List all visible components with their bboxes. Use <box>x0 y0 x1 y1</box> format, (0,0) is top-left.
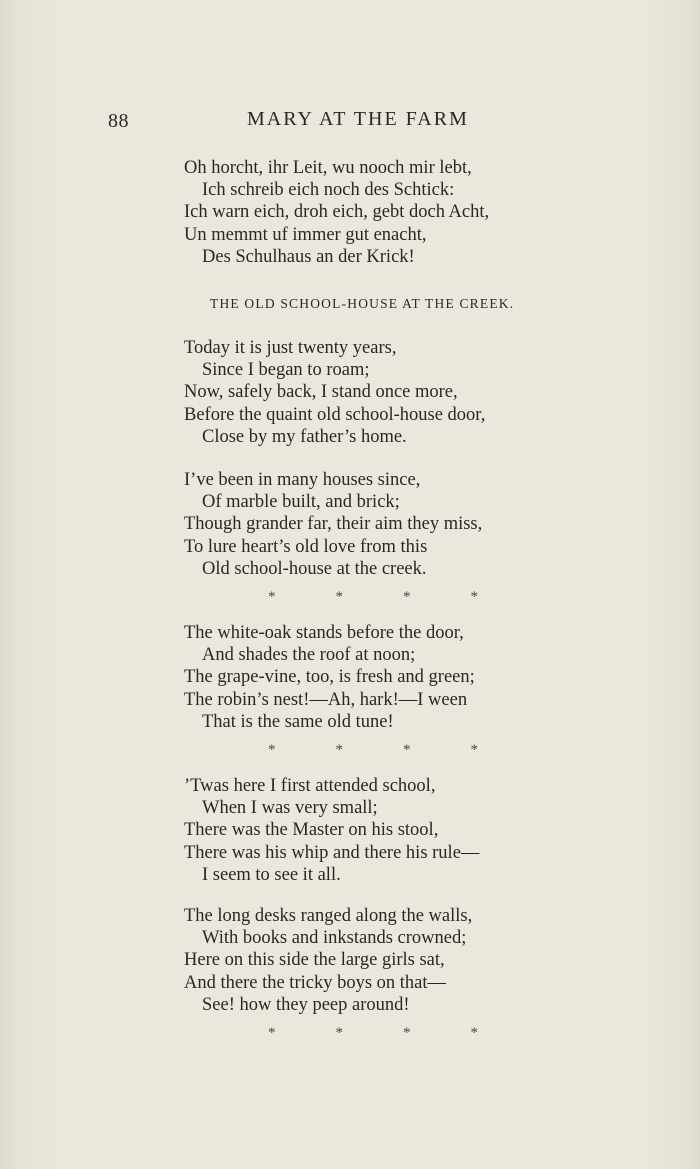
asterisk: * <box>268 1025 276 1041</box>
asterisk: * <box>403 742 411 758</box>
poem-line: The grape-vine, too, is fresh and green; <box>184 667 475 688</box>
poem-line: When I was very small; <box>202 798 378 819</box>
poem-line: Now, safely back, I stand once more, <box>184 382 458 403</box>
section-separator <box>268 1025 478 1042</box>
stanza <box>184 337 485 448</box>
poem-title: THE OLD SCHOOL-HOUSE AT THE CREEK. <box>210 296 515 311</box>
poem-line: I’ve been in many houses since, <box>184 470 421 490</box>
poem-line: With books and inkstands crowned; <box>202 928 467 949</box>
asterisk: * <box>335 589 343 605</box>
poem-line: The white-oak stands before the door, <box>184 623 464 643</box>
poem-line: Though grander far, their aim they miss, <box>184 514 483 535</box>
poem-line: Before the quaint old school-house door, <box>184 404 486 425</box>
poem-line: I seem to see it all. <box>202 864 341 885</box>
poem-line: Oh horcht, ihr Leit, wu nooch mir lebt, <box>184 158 472 178</box>
asterisk: * <box>403 1025 411 1041</box>
poem-line: See! how they peep around! <box>202 994 410 1015</box>
section-separator <box>268 589 478 606</box>
asterisk: * <box>403 589 411 605</box>
poem-line: Here on this side the large girls sat, <box>184 950 445 971</box>
asterisk: * <box>470 742 478 758</box>
poem-line: Today it is just twenty years, <box>184 338 397 358</box>
asterisk: * <box>335 1025 343 1041</box>
poem-line: Des Schulhaus an der Krick! <box>202 246 415 267</box>
poem-line: Ich warn eich, droh eich, gebt doch Acht, <box>184 202 490 223</box>
poem-line: To lure heart’s old love from this <box>184 536 428 557</box>
poem-line: Since I began to roam; <box>202 360 370 381</box>
poem-line: There was the Master on his stool, <box>184 820 439 841</box>
poem-line: ’Twas here I first attended school, <box>184 776 436 796</box>
stanza <box>184 905 472 1016</box>
running-title: MARY AT THE FARM <box>247 108 469 130</box>
asterisk: * <box>470 1025 478 1041</box>
stanza <box>184 775 479 886</box>
asterisk: * <box>268 589 276 605</box>
poem-line: The robin’s nest!—Ah, hark!—I ween <box>184 689 468 710</box>
stanza <box>184 622 475 733</box>
poem-line: That is the same old tune! <box>202 711 394 732</box>
poem-line: Un memmt uf immer gut enacht, <box>184 224 427 245</box>
poem-line: Ich schreib eich noch des Schtick: <box>202 180 455 201</box>
poem-line: Close by my father’s home. <box>202 426 407 447</box>
poem-line: There was his whip and there his rule— <box>184 842 480 863</box>
poem-line: The long desks ranged along the walls, <box>184 906 473 926</box>
poem-line: And there the tricky boys on that— <box>184 972 447 993</box>
asterisk: * <box>268 742 276 758</box>
stanza <box>184 469 482 580</box>
section-separator <box>268 742 478 759</box>
asterisk: * <box>470 589 478 605</box>
poem-line: Old school-house at the creek. <box>202 558 427 579</box>
page-number: 88 <box>108 110 129 132</box>
poem-line: And shades the roof at noon; <box>202 645 416 666</box>
stanza-german <box>184 157 489 268</box>
poem-line: Of marble built, and brick; <box>202 492 400 513</box>
asterisk: * <box>335 742 343 758</box>
